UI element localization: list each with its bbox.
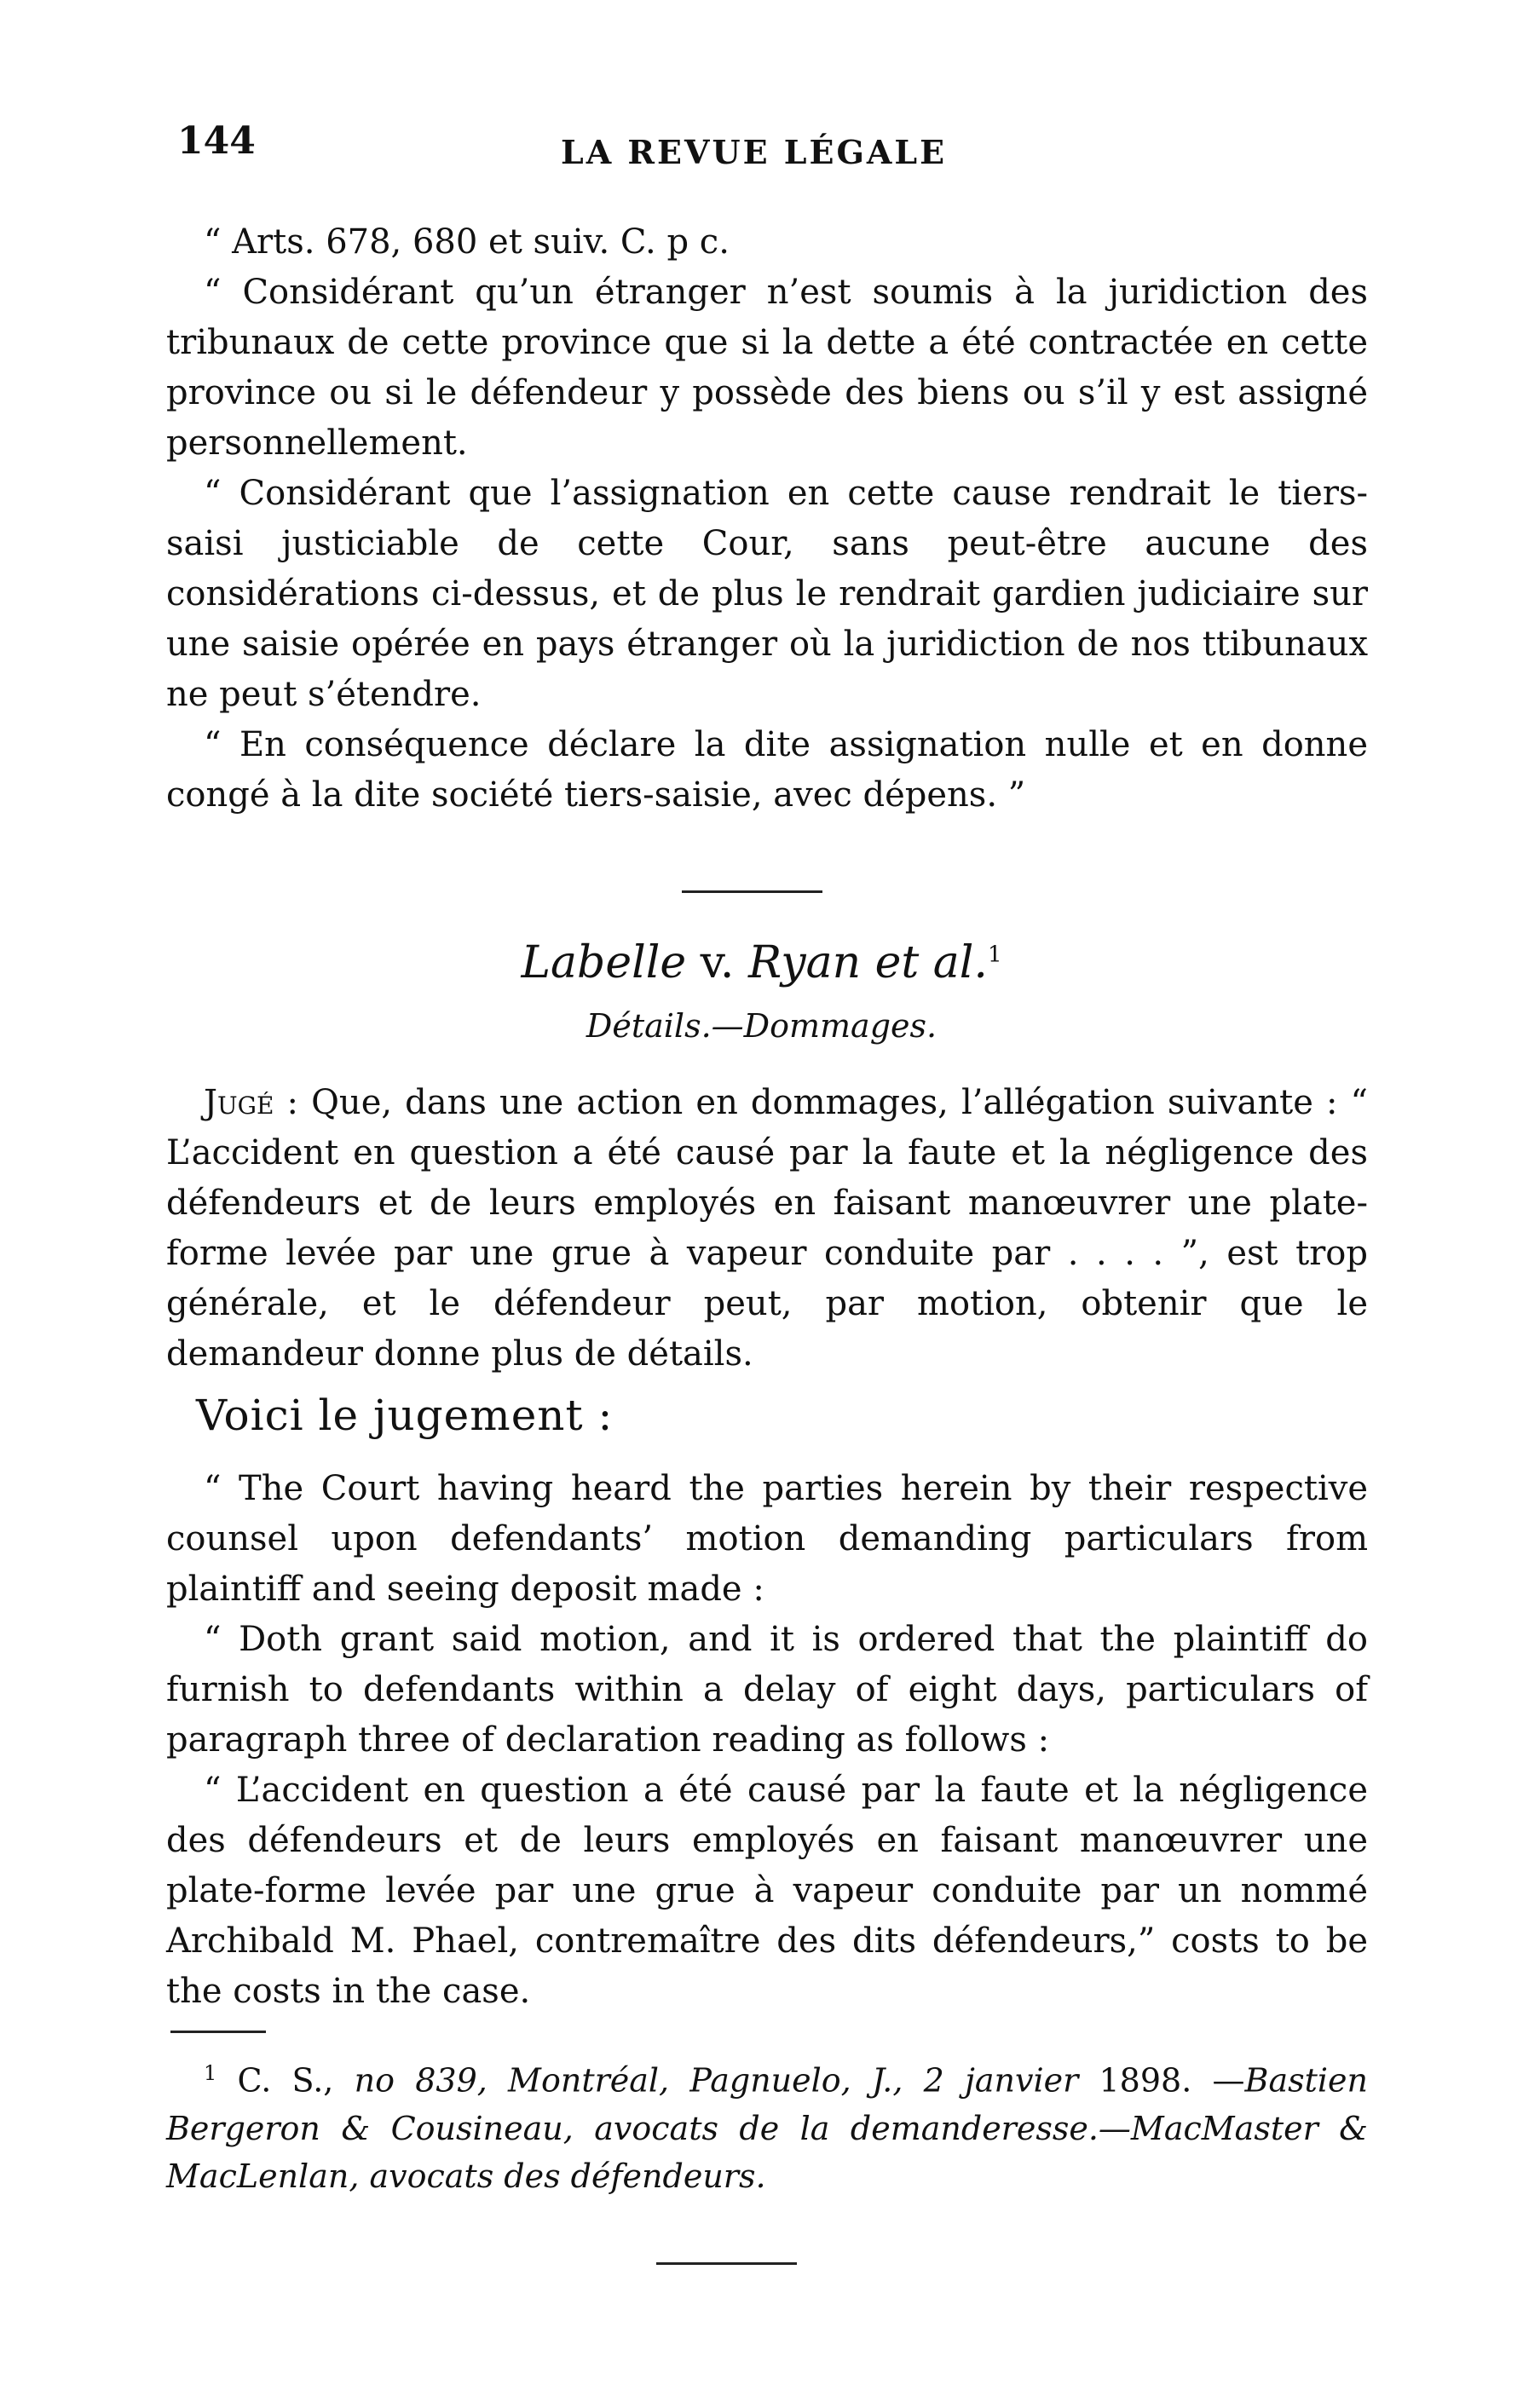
page-number: 144 (177, 119, 256, 163)
considering-paragraph-2: “ Considérant que l’assignation en cette cause rendrait le tiers-saisi justiciable de cette Cour, sans peut-être aucune des considérations ci-dessus, et de plus le rendrait gardien judiciaire sur une saisie opérée en pays étranger où la juridiction de nos ttibunaux ne peut s’étendre. (166, 474, 1368, 714)
judgment-heading: Voici le jugement : (196, 1391, 614, 1440)
footnote-counsel: Bastien Bergeron & Cousineau, avocats de la demanderesse.—MacMaster & MacLenlan, avocats des défendeurs. (166, 2061, 1368, 2195)
judgment-paragraph-1: “ The Court having heard the parties herein by their respective counsel upon defendants’ motion demanding particulars from plaintiff and seeing deposit made : (166, 1469, 1368, 1609)
footnote-court: C. S., (237, 2061, 355, 2100)
holding-label: Jugé (204, 1083, 274, 1122)
defendant-name: Ryan et al. (747, 937, 988, 988)
disposition-paragraph: “ En conséquence déclare la dite assignation nulle et en donne congé à la dite société tiers-saisie, avec dépens. ” (166, 725, 1368, 815)
footnote-year: 1898. — (1078, 2061, 1245, 2100)
section-divider (682, 890, 822, 893)
footnote-rule (170, 2031, 266, 2033)
previous-case-text (166, 217, 1368, 821)
plaintiff-name: Labelle (521, 937, 687, 988)
judgment-text (166, 1464, 1368, 2017)
end-rule (656, 2262, 797, 2265)
running-header (170, 119, 1381, 179)
journal-title: LA REVUE LÉGALE (561, 133, 948, 171)
citation-paragraph: “ Arts. 678, 680 et suiv. C. p c. (204, 222, 730, 262)
holding-section (166, 1078, 1368, 1380)
judgment-paragraph-3: “ L’accident en question a été causé par la faute et la négligence des défendeurs et de leurs employés en faisant manœuvrer une plate-forme levée par une grue à vapeur conduite par un nommé Archibald M. Phael, contremaître des dits défendeurs,” costs to be the costs in the case. (166, 1771, 1368, 2011)
holding-paragraph (166, 1078, 1368, 1380)
footnote-marker: 1 (204, 2061, 217, 2085)
versus-label: v. (700, 937, 735, 988)
case-subject: Détails.—Dommages. (586, 1007, 937, 1045)
footnote-reference: 1 (987, 942, 1002, 968)
footnote-citation: no 839, Montréal, Pagnuelo, J., 2 janvier (354, 2061, 1079, 2100)
judgment-paragraph-2: “ Doth grant said motion, and it is ordered that the plaintiff do furnish to defendants within a delay of eight days, particulars of paragraph three of declaration reading as follows : (166, 1620, 1368, 1760)
case-title (0, 937, 1523, 988)
considering-paragraph-1: “ Considérant qu’un étranger n’est soumis à la juridiction des tribunaux de cette province que si la dette a été contractée en cette province ou si le défendeur y possède des biens ou s’il y est assigné personnellement. (166, 273, 1368, 463)
holding-text: : Que, dans une action en dommages, l’allégation suivante : “ L’accident en question a été causé par la faute et la négligence des défendeurs et de leurs employés en faisant manœuvrer une plate-forme levée par une grue à vapeur conduite par . . . . ”, est trop générale, et le défendeur peut, par motion, obtenir que le demandeur donne plus de détails. (166, 1083, 1368, 1374)
footnote (166, 2049, 1368, 2200)
